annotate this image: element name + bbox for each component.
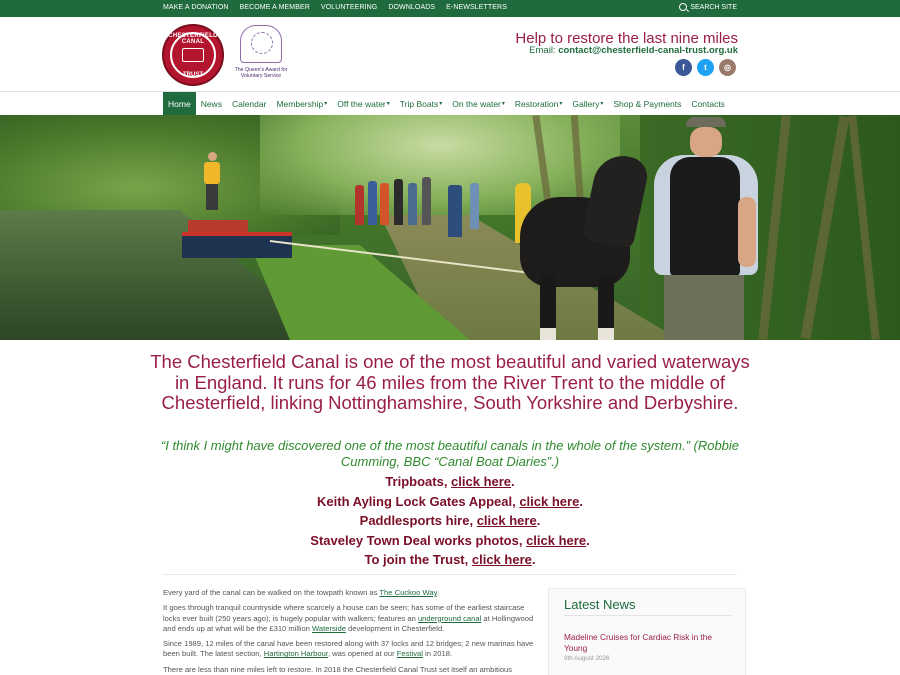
cta-line	[150, 472, 750, 492]
nav-item-restoration[interactable]	[510, 92, 567, 115]
nav-item-label: Calendar	[231, 98, 267, 109]
chevron-down-icon: ▾	[324, 101, 328, 107]
cta-suffix: .	[579, 493, 583, 509]
body-paragraph-3: Since 1989, 12 miles of the canal have been restored along with 37 locks and 12 bridges; 2 new marinas have been built. The latest section, Hartington Harbour, was opened at our Festival in 2018.	[163, 639, 534, 659]
award-text: The Queen's Award for Voluntary Service	[234, 67, 288, 79]
cta-click-here-link[interactable]: click here	[526, 532, 587, 548]
cta-label: Staveley Town Deal works photos,	[310, 532, 527, 548]
festival-link[interactable]: Festival	[396, 649, 423, 659]
social-links	[675, 59, 736, 76]
top-utility-bar	[0, 0, 900, 17]
utility-link-enewsletters[interactable]: E-NEWSLETTERS	[446, 4, 507, 11]
cta-line	[150, 550, 750, 570]
cta-suffix: .	[531, 552, 536, 567]
cta-suffix: .	[511, 474, 515, 489]
site-header	[0, 17, 900, 91]
cta-click-here-link[interactable]: click here	[451, 474, 512, 489]
logo-text-bottom: TRUST	[183, 72, 203, 78]
logo-text-top: CHESTERFIELD CANAL	[168, 33, 218, 45]
nav-item-label: Contacts	[691, 98, 725, 109]
twitter-icon[interactable]: t	[697, 59, 714, 76]
nav-item-label: Trip Boats	[399, 98, 439, 109]
horse-handler	[650, 117, 760, 340]
nav-item-label: Shop & Payments	[613, 98, 682, 109]
chevron-down-icon: ▾	[501, 101, 505, 107]
body-paragraph-4: There are less than nine miles left to restore. In 2018 the Chesterfield Canal Trust set itself an ambitious	[163, 664, 513, 674]
search-site-button[interactable]	[679, 3, 737, 11]
header-tagline: Help to restore the last nine miles	[515, 30, 738, 47]
section-divider	[163, 574, 737, 575]
crown-icon	[240, 25, 282, 63]
cta-click-here-link[interactable]: click here	[471, 552, 532, 567]
utility-link-donation[interactable]: MAKE A DONATION	[163, 4, 229, 11]
email-label: Email:	[529, 45, 556, 56]
nav-list	[163, 92, 730, 115]
nav-item-label: Membership	[276, 98, 324, 109]
logo-boat-mark	[182, 48, 204, 62]
nav-item-label: Home	[168, 98, 191, 109]
call-to-action-list	[150, 472, 750, 570]
main-body-text	[163, 588, 536, 675]
nav-item-home[interactable]	[163, 92, 196, 115]
waterside-link[interactable]: Waterside	[312, 623, 346, 633]
nav-item-label: Gallery	[572, 98, 600, 109]
utility-link-downloads[interactable]: DOWNLOADS	[388, 4, 436, 11]
nav-item-shop-payments[interactable]	[608, 92, 686, 115]
underground-canal-link[interactable]: underground canal	[417, 613, 482, 623]
nav-item-label: Restoration	[514, 98, 559, 109]
nav-item-news[interactable]	[196, 92, 227, 115]
cta-line	[150, 531, 750, 551]
nav-item-trip-boats[interactable]	[395, 92, 447, 115]
main-nav	[0, 91, 900, 115]
utility-link-volunteering[interactable]: VOLUNTEERING	[320, 4, 378, 11]
latest-news-panel	[548, 588, 746, 675]
nav-item-off-the-water[interactable]	[332, 92, 395, 115]
chevron-down-icon: ▾	[386, 101, 390, 107]
news-item-date: 9th August 2026	[564, 655, 610, 662]
intro-headline: The Chesterfield Canal is one of the most beautiful and varied waterways in England. It runs for 46 miles from the River Trent to the middle of Chesterfield, linking Nottinghamshire, South Yorkshire and Derbyshire.	[150, 351, 750, 413]
nav-item-calendar[interactable]	[227, 92, 272, 115]
search-site-label: SEARCH SITE	[690, 3, 737, 11]
body-paragraph-2: It goes through tranquil countryside where scarcely a house can be seen; has some of the earliest staircase locks ever built (250 years ago); is hugely popular with walkers; features an underground canal at Hollingwood and ends up at what will be the £310 million Waterside development in Chesterfield.	[163, 603, 534, 633]
email-link[interactable]: contact@chesterfield-canal-trust.org.uk	[558, 45, 738, 56]
nav-item-contacts[interactable]	[686, 92, 730, 115]
cta-line	[150, 492, 750, 512]
cta-line	[150, 511, 750, 531]
chevron-down-icon: ▾	[559, 101, 563, 107]
cta-label: Tripboats,	[385, 474, 452, 489]
queens-award-logo	[233, 25, 289, 87]
cuckoo-way-link[interactable]: The Cuckoo Way	[379, 588, 437, 597]
narrowboat	[182, 210, 292, 260]
latest-news-heading: Latest News	[564, 597, 636, 612]
utility-links	[163, 4, 507, 11]
body-paragraph-1: Every yard of the canal can be walked on the towpath known as The Cuckoo Way.	[163, 588, 439, 597]
chevron-down-icon: ▾	[439, 101, 443, 107]
walkers-group	[350, 173, 490, 233]
cta-click-here-link[interactable]: click here	[476, 513, 537, 528]
horse	[520, 155, 660, 340]
cta-label: Paddlesports hire,	[359, 513, 477, 528]
nav-item-label: Off the water	[337, 98, 386, 109]
cta-click-here-link[interactable]: click here	[519, 493, 580, 509]
cta-suffix: .	[536, 513, 541, 528]
nav-item-on-the-water[interactable]	[447, 92, 510, 115]
nav-item-membership[interactable]	[271, 92, 332, 115]
intro-quote: “I think I might have discovered one of the most beautiful canals in the whole of the system.” (Robbie Cumming, BBC “Canal Boat Diaries”.)	[160, 438, 740, 469]
cta-suffix: .	[586, 532, 590, 548]
facebook-icon[interactable]: f	[675, 59, 692, 76]
chevron-down-icon: ▾	[600, 101, 604, 107]
utility-link-member[interactable]: BECOME A MEMBER	[239, 4, 310, 11]
hartington-harbour-link[interactable]: Hartington Harbour	[263, 649, 328, 659]
nav-item-label: News	[200, 98, 222, 109]
header-email	[529, 45, 738, 56]
cta-label: To join the Trust,	[364, 552, 472, 567]
search-icon	[679, 3, 687, 11]
cta-label: Keith Ayling Lock Gates Appeal,	[317, 493, 520, 509]
news-item-title[interactable]: Madeline Cruises for Cardiac Risk in the Young	[564, 632, 713, 653]
nav-item-label: On the water	[452, 98, 501, 109]
trust-logo[interactable]	[162, 24, 224, 86]
instagram-icon[interactable]: ◎	[719, 59, 736, 76]
nav-item-gallery[interactable]	[567, 92, 608, 115]
hero-image	[0, 115, 900, 340]
